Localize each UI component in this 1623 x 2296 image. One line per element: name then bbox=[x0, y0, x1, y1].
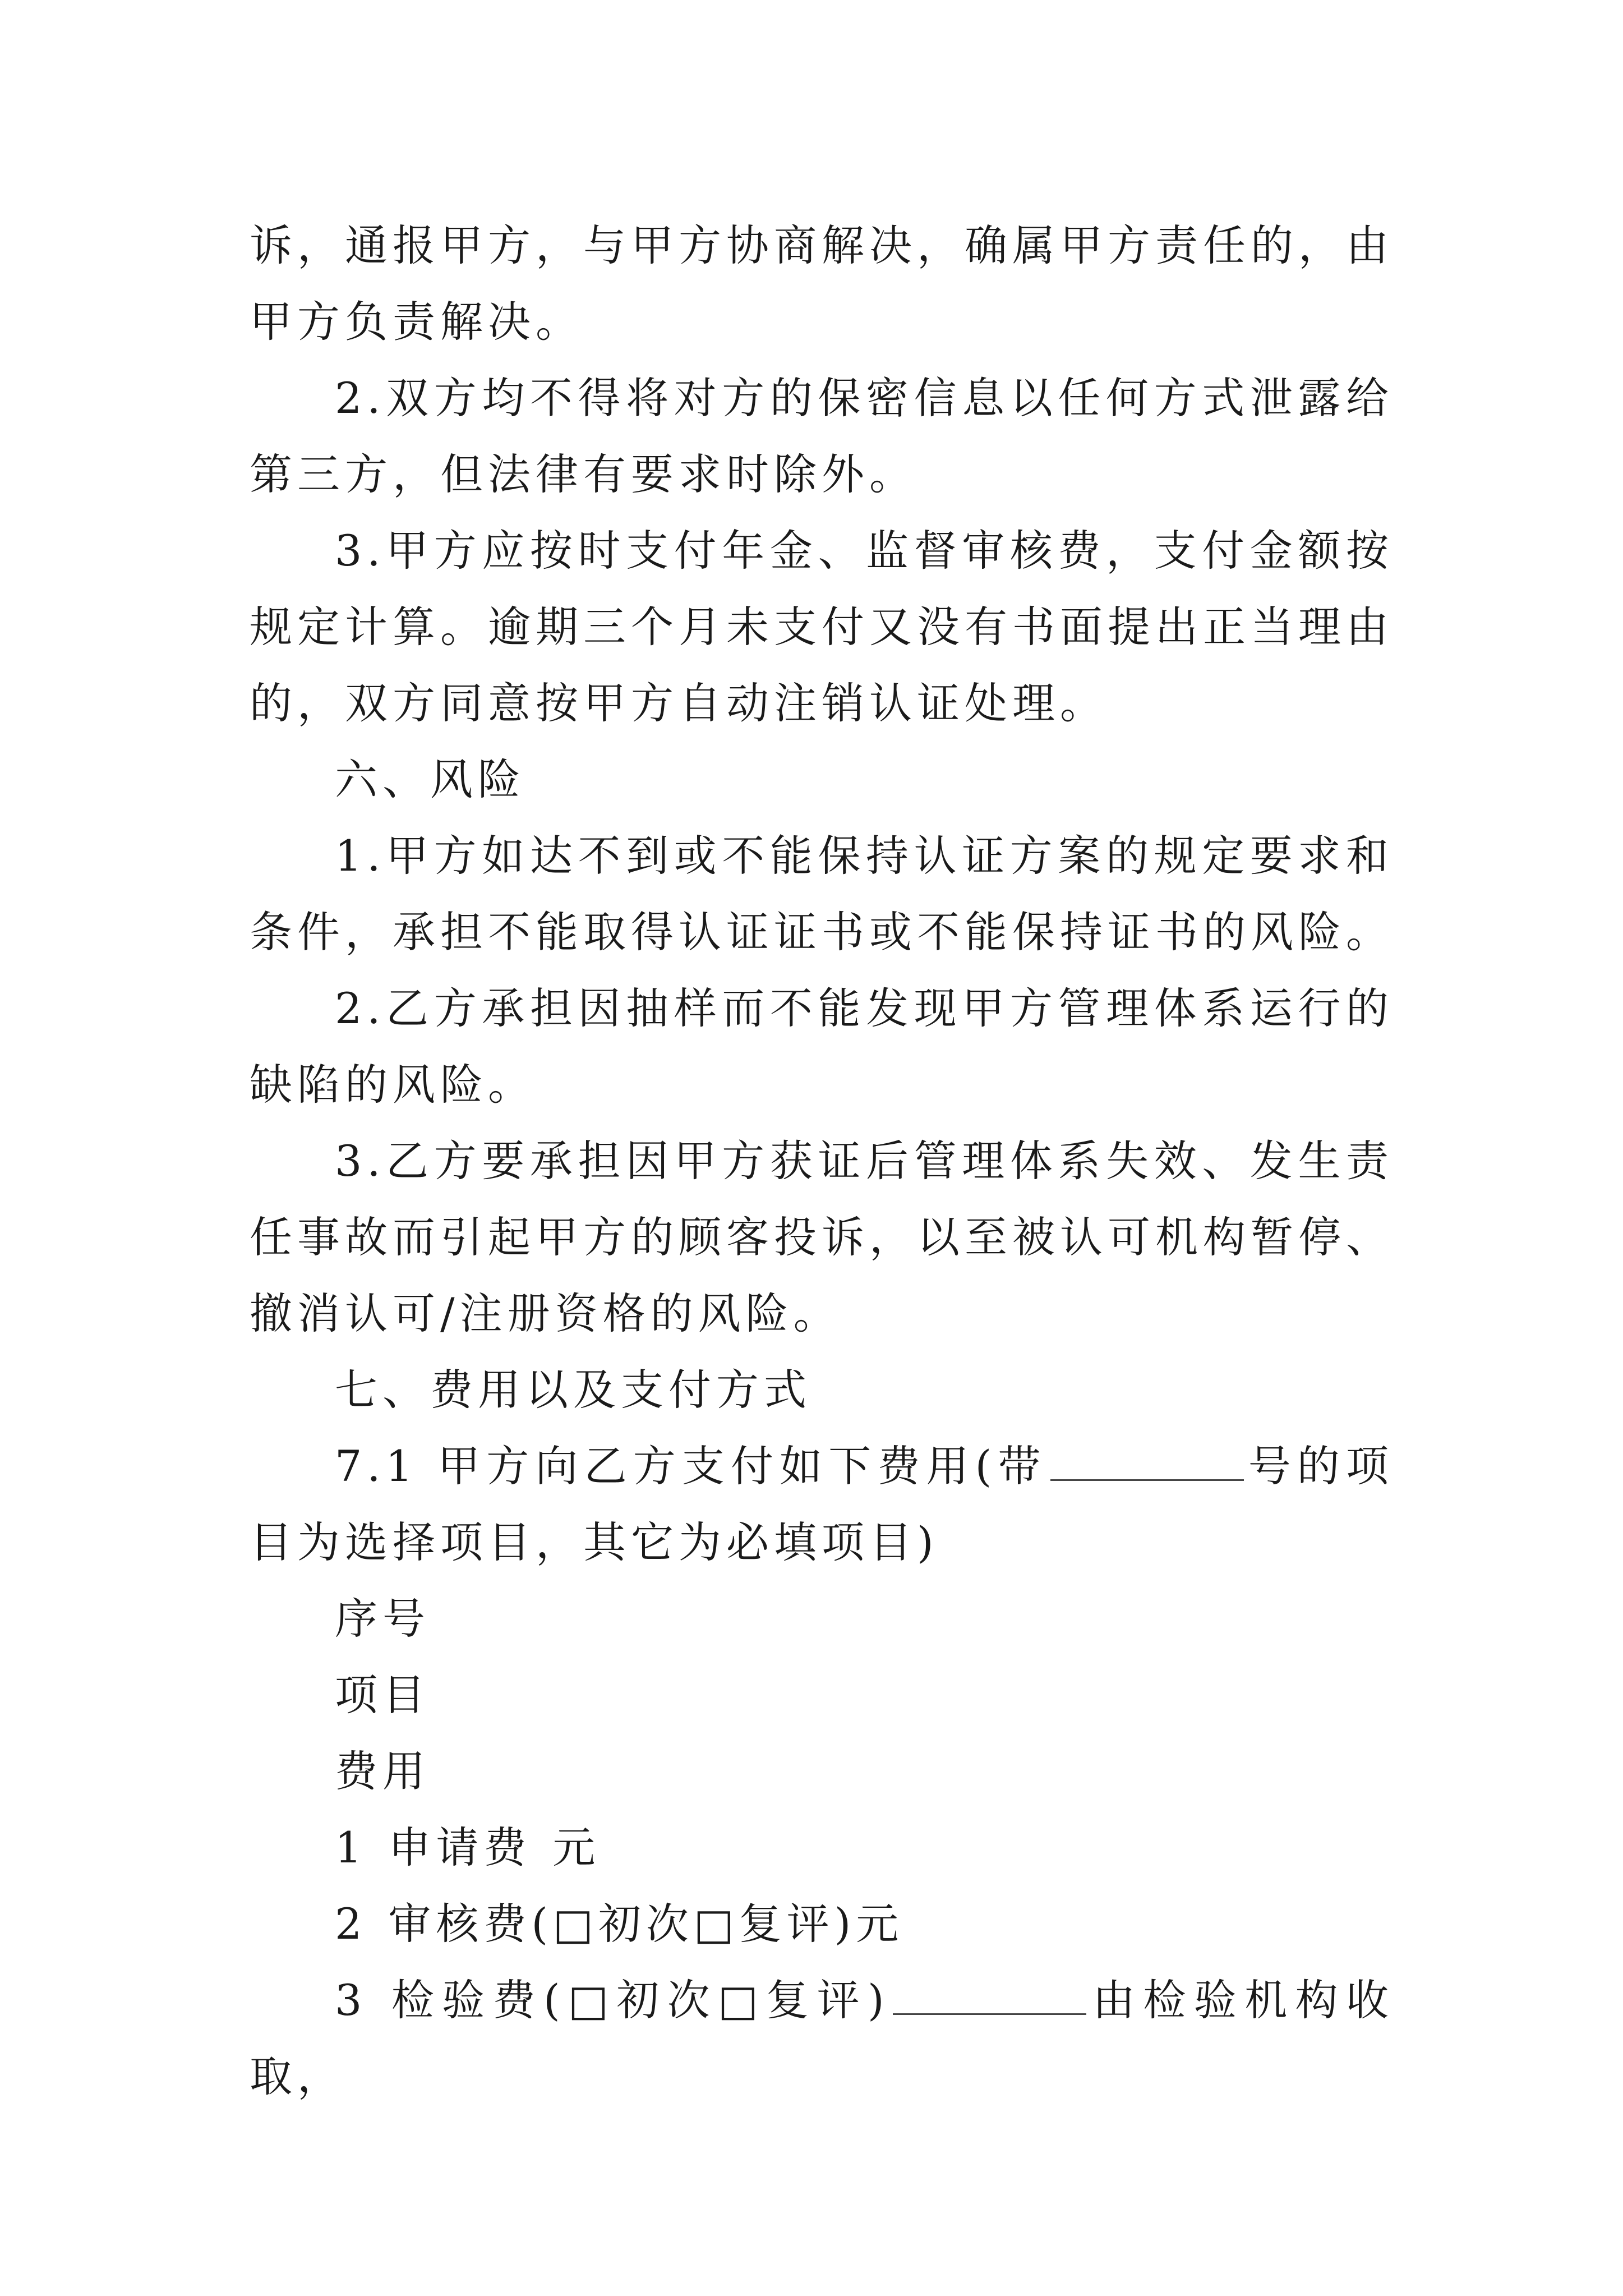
table-header-item: 项目 bbox=[335, 1670, 430, 1720]
fee-row-inspection bbox=[250, 1962, 1394, 2115]
paragraph-payment: 3.甲方应按时支付年金、监督审核费，支付金额按规定计算。逾期三个月未支付又没有书面提出正当理由的，双方同意按甲方自动注销认证处理。 bbox=[250, 526, 1394, 728]
fees-intro-text-a: 7.1 甲方向乙方支付如下费用(带 bbox=[335, 1441, 1047, 1491]
row-number: 3 bbox=[335, 1975, 367, 2025]
table-header-no: 序号 bbox=[335, 1594, 430, 1644]
paragraph-continued: 诉，通报甲方，与甲方协商解决，确属甲方责任的，由甲方负责解决。 bbox=[250, 220, 1394, 347]
fill-in-blank bbox=[1050, 1479, 1244, 1481]
fee-row-audit bbox=[250, 1886, 1394, 1962]
paragraph-confidentiality: 2.双方均不得将对方的保密信息以任何方式泄露给第三方，但法律有要求时除外。 bbox=[250, 373, 1394, 499]
fees-intro-text-b: 号的项目为选择项目，其它为必填项目) bbox=[250, 1441, 1394, 1567]
paragraph-risk-2: 2.乙方承担因抽样而不能发现甲方管理体系运行的缺陷的风险。 bbox=[250, 983, 1394, 1110]
paragraph-risk-3: 3.乙方要承担因甲方获证后管理体系失效、发生责任事故而引起甲方的顾客投诉，以至被认可机构暂停、撤消认可/注册资格的风险。 bbox=[250, 1136, 1394, 1338]
section-heading-fees: 七、费用以及支付方式 bbox=[335, 1365, 811, 1415]
section-heading-risk: 六、风险 bbox=[335, 754, 525, 804]
paragraph-risk-1: 1.甲方如达不到或不能保持认证方案的规定要求和条件，承担不能取得认证证书或不能保持证书的风险。 bbox=[250, 831, 1394, 957]
fill-in-blank bbox=[893, 2013, 1086, 2015]
paragraph-fees-intro bbox=[250, 1428, 1394, 1581]
fee-row-application bbox=[250, 1810, 1394, 1886]
row-item: 申请费 bbox=[388, 1823, 532, 1872]
table-header-fee: 费用 bbox=[335, 1746, 430, 1796]
row-item: 检验费(□初次□复评) bbox=[388, 1975, 889, 2025]
row-item: 审核费(□初次□复评)元 bbox=[388, 1899, 904, 1949]
row-unit: 元 bbox=[552, 1823, 601, 1872]
row-number: 1 bbox=[335, 1823, 367, 1872]
row-number: 2 bbox=[335, 1899, 367, 1949]
document-body bbox=[250, 208, 1394, 2115]
row-note: 由检验机构收取， bbox=[250, 1975, 1394, 2101]
